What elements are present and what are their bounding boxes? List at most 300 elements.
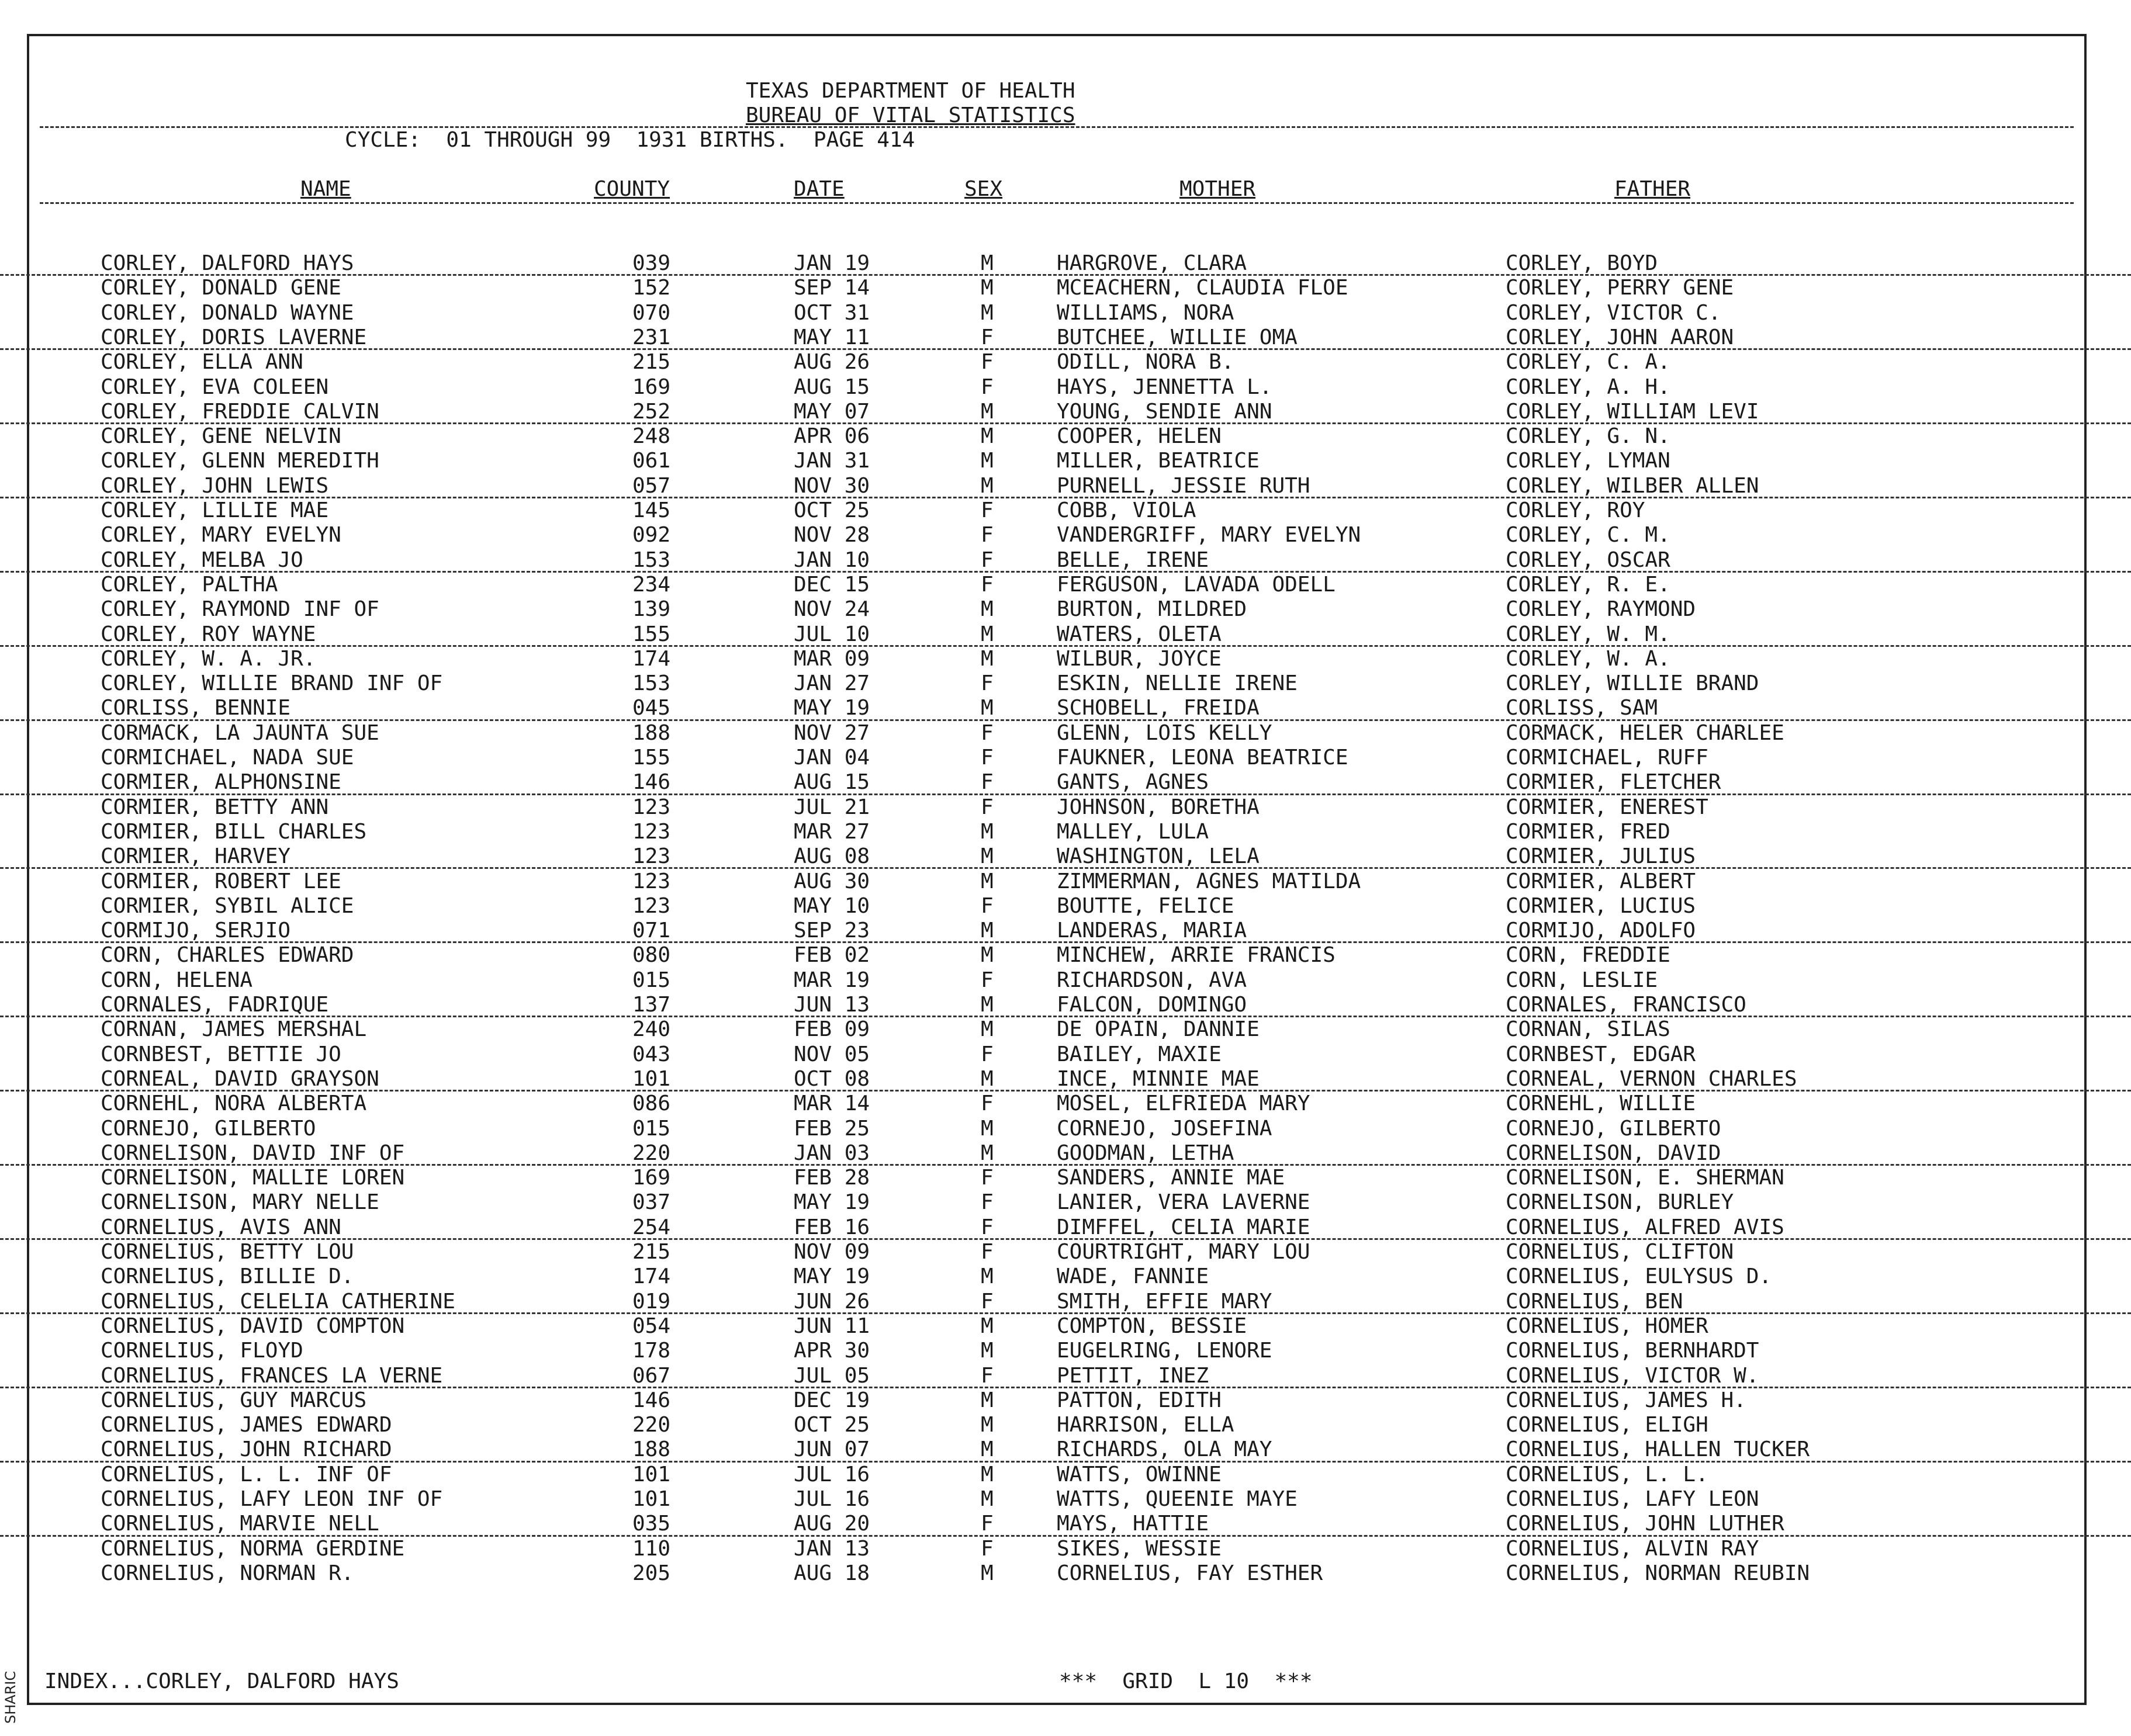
cell-father: CORLEY, W. M. (1506, 622, 1670, 646)
cell-sex: M (981, 1413, 994, 1437)
table-row (0, 1290, 2131, 1314)
cell-sex: M (981, 597, 994, 622)
cell-father: CORMIER, JULIUS (1506, 844, 1696, 869)
cell-mother: GANTS, AGNES (1057, 770, 1209, 795)
table-row (0, 1437, 2131, 1462)
table-row (0, 1388, 2131, 1413)
cell-mother: MCEACHERN, CLAUDIA FLOE (1057, 276, 1348, 300)
cell-county: 234 (632, 572, 671, 597)
table-row (0, 1042, 2131, 1067)
cell-father: CORNELIUS, VICTOR W. (1506, 1363, 1759, 1388)
table-row (0, 1215, 2131, 1240)
cell-sex: M (981, 276, 994, 300)
cell-mother: WADE, FANNIE (1057, 1264, 1209, 1289)
table-row (0, 1166, 2131, 1190)
cell-county: 080 (632, 943, 671, 968)
cell-father: CORNELISON, DAVID (1506, 1141, 1721, 1165)
cell-name: CORLEY, DONALD WAYNE (101, 300, 354, 325)
cell-county: 153 (632, 671, 671, 696)
cell-mother: ODILL, NORA B. (1057, 350, 1234, 375)
cell-date: DEC 15 (794, 572, 870, 597)
cell-mother: WATTS, QUEENIE MAYE (1057, 1487, 1298, 1511)
cell-name: CORMIER, ROBERT LEE (101, 869, 341, 893)
cell-county: 155 (632, 622, 671, 646)
cell-sex: M (981, 449, 994, 473)
cell-date: MAY 19 (794, 696, 870, 720)
cell-date: FEB 02 (794, 943, 870, 968)
col-header-county: COUNTY (594, 177, 670, 201)
table-row (0, 993, 2131, 1017)
cell-sex: F (981, 375, 994, 399)
cell-date: JAN 10 (794, 548, 870, 572)
table-row (0, 375, 2131, 400)
cell-name: CORNBEST, BETTIE JO (101, 1042, 341, 1066)
table-row (0, 820, 2131, 844)
cell-mother: SANDERS, ANNIE MAE (1057, 1166, 1285, 1190)
cell-date: FEB 16 (794, 1215, 870, 1239)
table-row (0, 671, 2131, 696)
cell-county: 101 (632, 1462, 671, 1486)
cell-sex: M (981, 1561, 994, 1585)
cell-mother: MALLEY, LULA (1057, 819, 1209, 844)
table-row (0, 1314, 2131, 1339)
side-stamp: SHARIC (2, 1671, 19, 1724)
cell-mother: BOUTTE, FELICE (1057, 893, 1234, 918)
cell-county: 110 (632, 1536, 671, 1561)
cell-father: CORLEY, PERRY GENE (1506, 276, 1734, 300)
cell-father: CORNELIUS, NORMAN REUBIN (1506, 1561, 1810, 1585)
cell-father: CORLEY, LYMAN (1506, 449, 1670, 473)
cell-mother: PURNELL, JESSIE RUTH (1057, 473, 1310, 498)
cell-county: 092 (632, 523, 671, 548)
cell-father: CORLEY, C. M. (1506, 523, 1670, 548)
cell-name: CORNELIUS, NORMAN R. (101, 1561, 354, 1585)
cell-mother: GOODMAN, LETHA (1057, 1141, 1234, 1165)
cell-county: 101 (632, 1066, 671, 1091)
table-row (0, 301, 2131, 325)
cell-sex: F (981, 350, 994, 375)
cell-mother: BAILEY, MAXIE (1057, 1042, 1222, 1066)
cell-date: AUG 15 (794, 375, 870, 399)
cell-sex: F (981, 671, 994, 696)
cell-sex: M (981, 300, 994, 325)
cell-name: CORNELIUS, LAFY LEON INF OF (101, 1487, 443, 1511)
cell-mother: JOHNSON, BORETHA (1057, 795, 1260, 819)
cell-sex: M (981, 1066, 994, 1091)
cell-date: DEC 19 (794, 1388, 870, 1412)
cell-date: NOV 24 (794, 597, 870, 622)
cell-county: 248 (632, 424, 671, 449)
cell-name: CORNELISON, MALLIE LOREN (101, 1166, 405, 1190)
cell-sex: M (981, 251, 994, 275)
header-bureau: BUREAU OF VITAL STATISTICS (746, 103, 1075, 127)
cell-mother: COMPTON, BESSIE (1057, 1314, 1247, 1338)
cell-mother: ZIMMERMAN, AGNES MATILDA (1057, 869, 1361, 893)
cell-county: 057 (632, 473, 671, 498)
cell-date: APR 30 (794, 1339, 870, 1363)
table-row (0, 1561, 2131, 1586)
col-header-father: FATHER (1614, 177, 1691, 201)
cell-name: CORNELIUS, NORMA GERDINE (101, 1536, 405, 1561)
cell-date: JUL 05 (794, 1363, 870, 1388)
cell-date: FEB 09 (794, 1017, 870, 1042)
cell-sex: M (981, 1017, 994, 1042)
cell-name: CORLEY, RAYMOND INF OF (101, 597, 379, 622)
cell-name: CORLISS, BENNIE (101, 696, 291, 720)
cell-county: 061 (632, 449, 671, 473)
cell-mother: LANDERAS, MARIA (1057, 919, 1247, 943)
cell-sex: M (981, 646, 994, 671)
table-row (0, 597, 2131, 622)
cell-mother: MAYS, HATTIE (1057, 1512, 1209, 1536)
cell-sex: F (981, 893, 994, 918)
cell-county: 123 (632, 819, 671, 844)
cell-name: CORNELIUS, DAVID COMPTON (101, 1314, 405, 1338)
cell-father: CORNELIUS, BEN (1506, 1289, 1683, 1314)
cell-county: 174 (632, 646, 671, 671)
cell-father: CORLEY, C. A. (1506, 350, 1670, 375)
cell-sex: F (981, 746, 994, 770)
cell-date: JUN 07 (794, 1437, 870, 1462)
table-row (0, 721, 2131, 746)
cell-sex: F (981, 720, 994, 745)
cell-name: CORMIER, SYBIL ALICE (101, 893, 354, 918)
cell-mother: BUTCHEE, WILLIE OMA (1057, 325, 1298, 349)
cell-father: CORNALES, FRANCISCO (1506, 993, 1746, 1017)
table-row (0, 696, 2131, 720)
table-row (0, 869, 2131, 894)
cell-date: APR 06 (794, 424, 870, 449)
cell-father: CORLEY, WILLIAM LEVI (1506, 399, 1759, 424)
cell-name: CORLEY, EVA COLEEN (101, 375, 329, 399)
cell-county: 169 (632, 1166, 671, 1190)
cell-father: CORLEY, BOYD (1506, 251, 1658, 275)
cell-name: CORLEY, DALFORD HAYS (101, 251, 354, 275)
cell-sex: F (981, 795, 994, 819)
table-row (0, 523, 2131, 548)
cell-name: CORNELIUS, JAMES EDWARD (101, 1413, 392, 1437)
cell-father: CORLEY, R. E. (1506, 572, 1670, 597)
cell-father: CORNAN, SILAS (1506, 1017, 1670, 1042)
cell-name: CORNELIUS, AVIS ANN (101, 1215, 341, 1239)
cell-father: CORLEY, RAYMOND (1506, 597, 1696, 622)
cell-name: CORLEY, FREDDIE CALVIN (101, 399, 379, 424)
cell-date: MAR 27 (794, 819, 870, 844)
table-row (0, 251, 2131, 276)
cell-name: CORNEAL, DAVID GRAYSON (101, 1066, 379, 1091)
cell-mother: VANDERGRIFF, MARY EVELYN (1057, 523, 1361, 548)
cell-date: NOV 27 (794, 720, 870, 745)
table-row (0, 968, 2131, 993)
cell-mother: CORNEJO, JOSEFINA (1057, 1116, 1272, 1141)
footer-grid: *** GRID L 10 *** (1059, 1669, 1313, 1693)
cell-father: CORNELIUS, CLIFTON (1506, 1240, 1734, 1264)
cell-date: JAN 13 (794, 1536, 870, 1561)
cell-name: CORLEY, W. A. JR. (101, 646, 316, 671)
cell-sex: M (981, 696, 994, 720)
column-header-rule (40, 202, 2074, 204)
cell-name: CORN, HELENA (101, 968, 253, 992)
cell-date: OCT 31 (794, 300, 870, 325)
cell-sex: M (981, 993, 994, 1017)
cell-sex: F (981, 1166, 994, 1190)
cell-date: JUN 26 (794, 1289, 870, 1314)
cell-name: CORLEY, DONALD GENE (101, 276, 341, 300)
cell-father: CORLEY, W. A. (1506, 646, 1670, 671)
cell-county: 139 (632, 597, 671, 622)
cell-county: 123 (632, 869, 671, 893)
table-row (0, 1339, 2131, 1363)
cell-sex: F (981, 1512, 994, 1536)
cell-father: CORNELIUS, JOHN LUTHER (1506, 1512, 1784, 1536)
cell-mother: SIKES, WESSIE (1057, 1536, 1222, 1561)
cell-name: CORMIER, ALPHONSINE (101, 770, 341, 795)
cell-county: 035 (632, 1512, 671, 1536)
cell-sex: M (981, 1462, 994, 1486)
cell-name: CORLEY, GENE NELVIN (101, 424, 341, 449)
cell-name: CORMIER, BETTY ANN (101, 795, 329, 819)
cell-mother: CORNELIUS, FAY ESTHER (1057, 1561, 1323, 1585)
cell-date: AUG 26 (794, 350, 870, 375)
cell-county: 152 (632, 276, 671, 300)
table-row (0, 1141, 2131, 1166)
cell-name: CORNELIUS, GUY MARCUS (101, 1388, 367, 1412)
cell-county: 169 (632, 375, 671, 399)
cell-mother: FERGUSON, LAVADA ODELL (1057, 572, 1336, 597)
cell-sex: M (981, 1487, 994, 1511)
table-row (0, 1190, 2131, 1215)
cell-county: 146 (632, 1388, 671, 1412)
cell-mother: INCE, MINNIE MAE (1057, 1066, 1260, 1091)
cell-county: 123 (632, 844, 671, 869)
cell-date: JUL 16 (794, 1487, 870, 1511)
table-row (0, 1512, 2131, 1536)
cell-sex: F (981, 572, 994, 597)
table-row (0, 770, 2131, 795)
cell-sex: F (981, 1092, 994, 1116)
cell-sex: M (981, 1141, 994, 1165)
cell-sex: M (981, 943, 994, 968)
cell-mother: WATERS, OLETA (1057, 622, 1222, 646)
cell-name: CORLEY, MELBA JO (101, 548, 303, 572)
cell-date: JAN 31 (794, 449, 870, 473)
cell-father: CORN, FREDDIE (1506, 943, 1670, 968)
cell-county: 045 (632, 696, 671, 720)
cell-father: CORMIER, LUCIUS (1506, 893, 1696, 918)
cell-sex: M (981, 473, 994, 498)
cell-sex: M (981, 1314, 994, 1338)
table-row (0, 1463, 2131, 1487)
cell-father: CORNELIUS, EULYSUS D. (1506, 1264, 1772, 1289)
cell-father: CORNELIUS, L. L. (1506, 1462, 1708, 1486)
cell-date: OCT 25 (794, 1413, 870, 1437)
table-row (0, 894, 2131, 919)
table-row (0, 1413, 2131, 1437)
cell-date: AUG 30 (794, 869, 870, 893)
cell-county: 070 (632, 300, 671, 325)
cell-county: 015 (632, 968, 671, 992)
cell-name: CORMICHAEL, NADA SUE (101, 746, 354, 770)
cell-date: MAR 09 (794, 646, 870, 671)
table-row (0, 746, 2131, 770)
cell-father: CORLEY, JOHN AARON (1506, 325, 1734, 349)
cell-mother: FAUKNER, LEONA BEATRICE (1057, 746, 1348, 770)
cell-name: CORMIJO, SERJIO (101, 919, 291, 943)
table-row (0, 1364, 2131, 1388)
cell-date: AUG 18 (794, 1561, 870, 1585)
col-header-sex: SEX (964, 177, 1003, 201)
cell-name: CORNELIUS, FLOYD (101, 1339, 303, 1363)
table-row (0, 276, 2131, 300)
cell-father: CORNELIUS, ALVIN RAY (1506, 1536, 1759, 1561)
cell-name: CORNELIUS, FRANCES LA VERNE (101, 1363, 443, 1388)
cell-date: OCT 25 (794, 498, 870, 522)
cell-county: 174 (632, 1264, 671, 1289)
cell-mother: FALCON, DOMINGO (1057, 993, 1247, 1017)
cell-date: JUN 13 (794, 993, 870, 1017)
cell-mother: COURTRIGHT, MARY LOU (1057, 1240, 1310, 1264)
cell-mother: PETTIT, INEZ (1057, 1363, 1209, 1388)
cell-mother: MOSEL, ELFRIEDA MARY (1057, 1092, 1310, 1116)
cell-county: 205 (632, 1561, 671, 1585)
table-row (0, 1537, 2131, 1561)
cell-date: JUN 11 (794, 1314, 870, 1338)
cell-name: CORLEY, WILLIE BRAND INF OF (101, 671, 443, 696)
header-department: TEXAS DEPARTMENT OF HEALTH (746, 79, 1075, 103)
cell-county: 086 (632, 1092, 671, 1116)
cell-father: CORN, LESLIE (1506, 968, 1658, 992)
cell-county: 252 (632, 399, 671, 424)
cell-name: CORN, CHARLES EDWARD (101, 943, 354, 968)
footer-index: INDEX...CORLEY, DALFORD HAYS (44, 1669, 399, 1693)
cell-sex: M (981, 399, 994, 424)
cell-county: 178 (632, 1339, 671, 1363)
cell-county: 155 (632, 746, 671, 770)
cell-county: 123 (632, 795, 671, 819)
cell-father: CORMACK, HELER CHARLEE (1506, 720, 1784, 745)
cell-father: CORNEHL, WILLIE (1506, 1092, 1696, 1116)
cell-sex: F (981, 1536, 994, 1561)
cell-mother: WASHINGTON, LELA (1057, 844, 1260, 869)
cell-date: MAY 10 (794, 893, 870, 918)
cell-sex: M (981, 1388, 994, 1412)
cell-name: CORNELIUS, L. L. INF OF (101, 1462, 392, 1486)
table-row (0, 474, 2131, 498)
cell-date: NOV 28 (794, 523, 870, 548)
cell-county: 054 (632, 1314, 671, 1338)
cell-date: JUL 16 (794, 1462, 870, 1486)
cell-date: JAN 19 (794, 251, 870, 275)
cell-county: 019 (632, 1289, 671, 1314)
cell-county: 071 (632, 919, 671, 943)
cell-sex: M (981, 1116, 994, 1141)
cell-date: NOV 05 (794, 1042, 870, 1066)
cell-date: JAN 03 (794, 1141, 870, 1165)
cell-county: 215 (632, 350, 671, 375)
cell-date: AUG 15 (794, 770, 870, 795)
col-header-date: DATE (794, 177, 845, 201)
cell-father: CORLEY, WILBER ALLEN (1506, 473, 1759, 498)
cell-father: CORMIJO, ADOLFO (1506, 919, 1696, 943)
cell-date: JUL 21 (794, 795, 870, 819)
cell-county: 101 (632, 1487, 671, 1511)
cell-county: 153 (632, 548, 671, 572)
cell-sex: F (981, 1363, 994, 1388)
table-row (0, 400, 2131, 424)
cell-county: 215 (632, 1240, 671, 1264)
cell-date: FEB 25 (794, 1116, 870, 1141)
cell-name: CORLEY, JOHN LEWIS (101, 473, 329, 498)
cell-name: CORNELIUS, JOHN RICHARD (101, 1437, 392, 1462)
cell-date: MAY 11 (794, 325, 870, 349)
cell-father: CORNEAL, VERNON CHARLES (1506, 1066, 1797, 1091)
header-cycle: CYCLE: 01 THROUGH 99 1931 BIRTHS. PAGE 414 (345, 128, 915, 152)
cell-county: 188 (632, 720, 671, 745)
cell-mother: COBB, VIOLA (1057, 498, 1196, 522)
cell-name: CORNAN, JAMES MERSHAL (101, 1017, 367, 1042)
cell-name: CORLEY, PALTHA (101, 572, 278, 597)
cell-county: 039 (632, 251, 671, 275)
cell-mother: YOUNG, SENDIE ANN (1057, 399, 1272, 424)
cell-mother: LANIER, VERA LAVERNE (1057, 1190, 1310, 1215)
cell-date: OCT 08 (794, 1066, 870, 1091)
cell-date: NOV 30 (794, 473, 870, 498)
cell-father: CORMICHAEL, RUFF (1506, 746, 1708, 770)
cell-mother: HARGROVE, CLARA (1057, 251, 1247, 275)
cell-mother: MINCHEW, ARRIE FRANCIS (1057, 943, 1336, 968)
cell-county: 037 (632, 1190, 671, 1215)
cell-sex: M (981, 622, 994, 646)
cell-date: SEP 14 (794, 276, 870, 300)
cell-date: MAY 19 (794, 1264, 870, 1289)
cell-date: FEB 28 (794, 1166, 870, 1190)
cell-mother: BURTON, MILDRED (1057, 597, 1247, 622)
cell-mother: EUGELRING, LENORE (1057, 1339, 1272, 1363)
cell-mother: RICHARDS, OLA MAY (1057, 1437, 1272, 1462)
cell-county: 240 (632, 1017, 671, 1042)
cell-county: 146 (632, 770, 671, 795)
cell-name: CORNELIUS, BETTY LOU (101, 1240, 354, 1264)
cell-mother: HARRISON, ELLA (1057, 1413, 1234, 1437)
cell-father: CORNELIUS, ALFRED AVIS (1506, 1215, 1784, 1239)
cell-father: CORNELIUS, LAFY LEON (1506, 1487, 1759, 1511)
cell-name: CORLEY, GLENN MEREDITH (101, 449, 379, 473)
cell-county: 145 (632, 498, 671, 522)
table-row (0, 573, 2131, 597)
cell-name: CORNELISON, MARY NELLE (101, 1190, 379, 1215)
cell-county: 231 (632, 325, 671, 349)
cell-name: CORLEY, MARY EVELYN (101, 523, 341, 548)
cell-date: JAN 04 (794, 746, 870, 770)
cell-father: CORMIER, FRED (1506, 819, 1670, 844)
cell-name: CORNEHL, NORA ALBERTA (101, 1092, 367, 1116)
table-row (0, 498, 2131, 523)
cell-sex: F (981, 1215, 994, 1239)
cell-name: CORNELIUS, MARVIE NELL (101, 1512, 379, 1536)
cell-mother: BELLE, IRENE (1057, 548, 1209, 572)
cell-sex: F (981, 1289, 994, 1314)
table-row (0, 1487, 2131, 1512)
cell-father: CORLEY, OSCAR (1506, 548, 1670, 572)
cell-father: CORNELIUS, BERNHARDT (1506, 1339, 1759, 1363)
cell-sex: F (981, 548, 994, 572)
cell-father: CORNEJO, GILBERTO (1506, 1116, 1721, 1141)
col-header-mother: MOTHER (1179, 177, 1256, 201)
table-row (0, 350, 2131, 375)
cell-father: CORNBEST, EDGAR (1506, 1042, 1696, 1066)
cell-mother: COOPER, HELEN (1057, 424, 1222, 449)
table-row (0, 325, 2131, 350)
